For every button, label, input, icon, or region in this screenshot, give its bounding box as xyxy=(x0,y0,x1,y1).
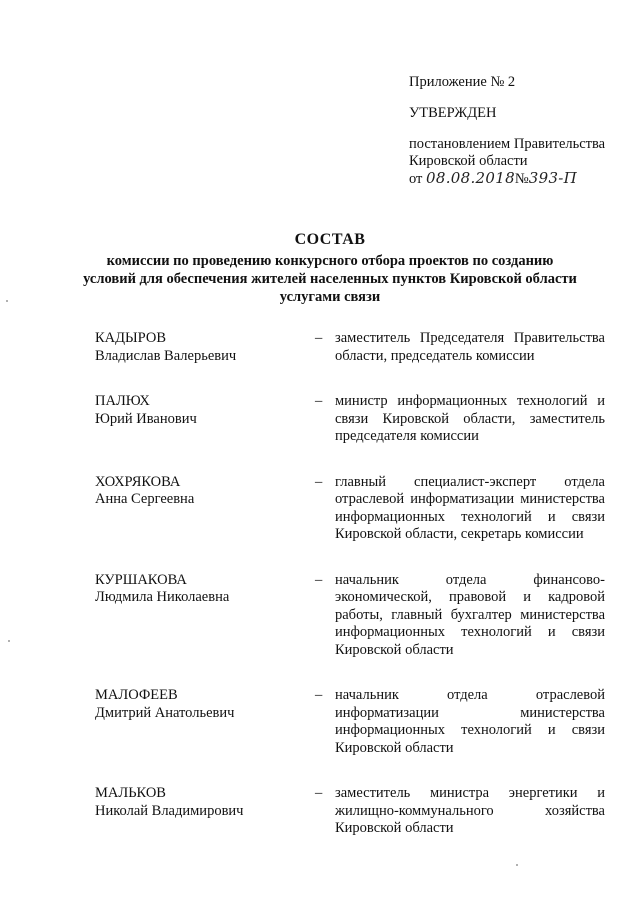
member-name xyxy=(95,330,295,365)
member-dash: – xyxy=(315,687,323,703)
member-given-name: Владислав Валерьевич xyxy=(95,347,237,364)
document-title xyxy=(60,230,600,306)
member-given-name: Юрий Иванович xyxy=(95,410,197,427)
member-surname: МАЛЬКОВ xyxy=(95,785,166,801)
scan-speck xyxy=(8,640,10,642)
member-surname: ХОХРЯКОВА xyxy=(95,473,181,490)
member-entry xyxy=(95,572,610,660)
members-list xyxy=(95,330,610,838)
member-surname: ПАЛЮХ xyxy=(95,393,150,409)
member-dash: – xyxy=(315,785,323,801)
approval-block xyxy=(409,74,629,188)
member-dash: – xyxy=(315,571,323,588)
member-dash: – xyxy=(315,393,323,409)
title-subtitle xyxy=(60,252,600,306)
member-dash: – xyxy=(315,473,323,490)
member-role: начальник отдела отраслевой информатизации министерства информационных технологий и связи Кировской области xyxy=(335,687,605,756)
handwritten-number: 393-П xyxy=(528,169,578,187)
member-role: главный специалист-эксперт отдела отраслевой информатизации министерства информационных технологий и связи Кировской области, секретарь комиссии xyxy=(335,473,605,542)
member-given-name: Николай Владимирович xyxy=(95,802,244,819)
member-role: министр информационных технологий и связи Кировской области, заместитель председателя комиссии xyxy=(335,393,605,444)
scan-speck xyxy=(516,864,518,866)
number-sign: № xyxy=(514,171,529,187)
approved-label: УТВЕРЖДЕН xyxy=(409,105,497,121)
resolution-line-1: постановлением Правительства xyxy=(409,136,606,152)
scan-speck xyxy=(6,300,8,302)
member-dash: – xyxy=(315,330,323,346)
member-entry xyxy=(95,785,610,838)
member-entry xyxy=(95,330,610,365)
member-given-name: Людмила Николаевна xyxy=(95,589,230,605)
member-name xyxy=(95,393,295,446)
title-main: СОСТАВ xyxy=(294,231,366,248)
member-surname: КАДЫРОВ xyxy=(95,330,167,346)
member-name xyxy=(95,785,295,838)
member-role: начальник отдела финансово-экономической, правовой и кадровой работы, главный бухгалтер министерства информационных технологий и связи Кировской области xyxy=(335,571,605,658)
member-entry xyxy=(95,474,610,544)
member-given-name: Анна Сергеевна xyxy=(95,491,195,507)
subtitle-line-3: услугами связи xyxy=(279,289,381,305)
handwritten-date: 08.08.2018 xyxy=(426,169,515,187)
member-surname: МАЛОФЕЕВ xyxy=(95,687,178,703)
member-name xyxy=(95,572,295,660)
resolution-date-line xyxy=(409,170,629,188)
resolution-line-2: Кировской области xyxy=(409,153,528,169)
member-role: заместитель министра энергетики и жилищно-коммунального хозяйства Кировской области xyxy=(335,785,605,836)
member-name xyxy=(95,687,295,757)
member-entry xyxy=(95,393,610,446)
member-role: заместитель Председателя Правительства области, председатель комиссии xyxy=(335,330,605,364)
member-entry xyxy=(95,687,610,757)
subtitle-line-2: условий для обеспечения жителей населенных пунктов Кировской области xyxy=(83,271,577,287)
member-given-name: Дмитрий Анатольевич xyxy=(95,704,235,721)
subtitle-line-1: комиссии по проведению конкурсного отбора проектов по созданию xyxy=(106,253,554,269)
date-prefix: от xyxy=(409,171,423,187)
member-surname: КУРШАКОВА xyxy=(95,571,187,588)
appendix-label: Приложение № 2 xyxy=(409,74,516,90)
member-name xyxy=(95,474,295,544)
